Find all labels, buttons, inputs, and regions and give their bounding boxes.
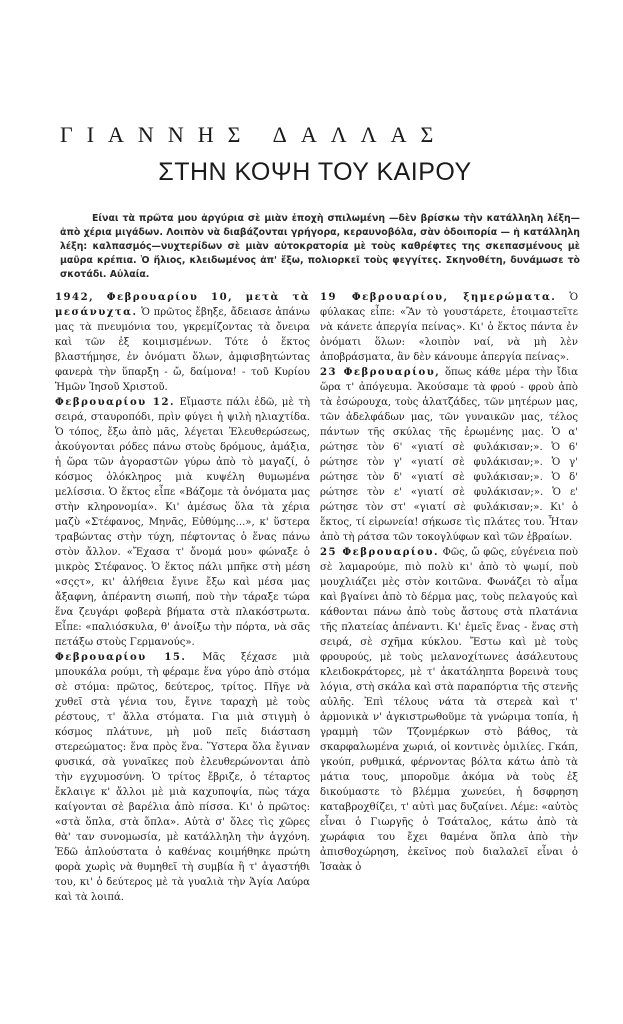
entry-text: Φῶς, ὤ φῶς, εὐγένεια ποὺ σὲ λαμαρούμε, πιὸ πολὺ κι' ἀπὸ τὸ ψωμί, ποὺ μουχλιάζει μὲς στὸν κοιτῶνα. Φωνάζει τὸ αἷμα καὶ βγαίνει ἀπὸ τὸ δέρμα μας, τοὺς πελαγούς καὶ κάθονται πάνω ἀπὸ τοὺς ἄστους στὰ πλατάνια τῆς πλατείας ἀπέναντι. Κι' ἐμεῖς ἕνας - ἕνας στὴ σειρά, σὲ σχῆμα κύκλου. Ἔστω καὶ μὲ τοὺς φρουρούς, μὲ τοὺς μελανοχίτωνες ἀσάλευτους κλειδοκράτορες, μὲ τ' ἀκατάληπτα βορεινὰ τους λόγια, στὴ σκάλα καὶ στὰ παραπόρτια τῆς στενῆς αὐλῆς. Ἐπὶ τέλους νάτα τὰ στερεὰ καὶ τ' ἁρμονικὰ ν' ἀγκιστρωθοῦμε τὰ γνώριμα τοπία, ἡ γραμμὴ τῶν Τζονμέρκων στὸ βάθος, τὰ σκαρφαλωμένα χωριά, οἱ κοντινὲς ὁμιλίες. Γκάπ, γκούπ, ρυθμικά, φέρνοντας βόλτα κάτω ἀπὸ τὰ μάτια τους, μποροῦμε ἀκόμα νὰ τοὺς ἐξ δικούμαστε τὸ βλέμμα χωνεύει, ἡ δσφρηση καταβροχθίζει, τ' αὐτὶ μας δυζαίνει. Λέμε: «αὐτὸς εἶναι ὁ Γιωργῆς ὁ Τσάταλος, κάτω ἀπὸ τὰ χωράφια του ἔχει θαμένα ὅπλα ἀπὸ τὴν ἀπισθοχώρηση, ἐκεῖνος ποὺ διαλαλεῖ εἶναι ὁ Ἰσαὰκ ὁ [320, 547, 578, 873]
entry-date: Φεβρουαρίου 12. [55, 397, 175, 408]
entry-date: Φεβρουαρίου 15. [55, 652, 187, 663]
diary-entry [55, 395, 310, 650]
text-column-right [320, 290, 578, 1020]
entry-text: Μᾶς ξέχασε μιὰ μπουκάλα ρούμι, τὴ φέραμε ἕνα γύρο ἀπὸ στόμα σὲ στόμα: πρῶτος, δεύτερος, τρίτος. Πῆγε νὰ χυθεῖ στὰ γένια του, ἔγινε ταραχὴ μὲ τοὺς ρέστους, τ' ἄλλα στόματα. Για μιὰ στιγμὴ ὁ κόσμος πλάτυνε, μὴ μοῦ πεῖς διάσταση στερεώματος: ἕνα πρὸς ἕνα. Ὕστερα ὅλα ἔγιναν φυσικά, σὰ γυναῖκες ποὺ ἐλευθερώνονται ἀπὸ τὴν εγχυμοσύνη. Ὁ τρίτος ἔβριζε, ὁ τέταρτος ἔκλαιγε κ' ἄλλοι μὲ μιὰ καχυποψία, πὼς τάχα καίγονται σὲ βαρέλια ἀπὸ πίσσα. Κι' ὁ πρῶτος: «στὰ ὅπλα, στὰ ὅπλα». Αὐτὰ σ' ὅλες τὶς χῶρες θὰ' ταν συνομωσία, μὲ κατάλληλη τὴν ἀγχόνη. Ἐδῶ ἁπλούστατα ὁ καθένας κοιμήθηκε πρώτη φορὰ χωρὶς νὰ θυμηθεῖ τὴ συμβία ἢ τ' ἀγαστήθι του, κι' ὁ δεύτερος μὲ τὰ γυαλιὰ τὴν Ἁγία Λαύρα καὶ τὰ λοιπά. [55, 652, 310, 903]
entry-text: ὅπως κάθε μέρα τὴν ἴδια ὥρα τ' ἀπόγευμα. Ἀκούσαμε τὰ φρού - φροὺ ἀπὸ τὰ ἐσώρουχα, τοὺς ἀλατζάδες, τῶν μητέρων μας, τῶν ἀδελφάδων μας, τῶν γυναικῶν μας, τέλος πάντων τῆς σκύλας τῆς ἐρωμένης μας. Ὁ α' ρώτησε τὸν 6' «γιατί σὲ φυλάκισαν;». Ὁ 6' ρώτησε τὸν γ' «γιατί σὲ φυλάκισαν;». Ὁ γ' ρώτησε τὸν δ' «γιατί σὲ φυλάκισαν;». Ὁ δ' ρώτησε τὸν ε' «γιατί σὲ φυλάκισαν;». Ὁ ε' ρώτησε τὸν στ' «γιατί σὲ φυλάκισαν;». Κι' ὁ ἕκτος, τί εἰρωνεία! σήκωσε τὶς πλάτες του. Ἦταν ἀπὸ τὴ ράτσα τῶν τοκογλύφων καὶ τῶν ἑβραίων. [320, 367, 578, 543]
entry-date: 25 Φεβρουαρίου. [320, 547, 440, 558]
story-title: ΣΤΗΝ ΚΟΨΗ ΤΟΥ ΚΑΙΡΟΥ [158, 158, 472, 186]
entry-date: 23 Φεβρουαρίου, [320, 367, 441, 378]
text-column-left [55, 290, 310, 1020]
entry-text: Εἴμαστε πάλι ἐδῶ, μὲ τὴ σειρά, σταυροπόδι, πρὶν φύγει ἡ ψιλὴ ηλιαχτίδα. Ὁ τόπος, ἔξω ἀπὸ μᾶς, λέγεται Ἐλευθερώσεως, ἀκούγονται ρόδες πάνω στοὺς δρόμους, ἁμάξια, ἡ ὥρα τῶν ἀγοραστῶν γύρω ἀπὸ τὸ μαγαζί, ὁ κόσμος ὁλόκληρος μιὰ κυψέλη θυμωμένα μελίσσια. Ὁ ἕκτος εἶπε «Βάζομε τὰ ὀνόματα μας στὴν κληρονομία». Κι' ἀμέσως ὅλα τὰ χέρια μαζὺ «Στέφανος, Μηνᾶς, Εὐθύμης...», κ' ὕστερα τραβώντας στὴν τύχη, πέφτοντας ὁ ἕνας πάνω στὸν ἄλλον. «Ἔχασα τ' ὄνομά μου» φώναξε ὁ μικρὸς Στέφανος. Ὁ ἕκτος πάλι μπῆκε στὴ μέση «σςςτ», κι' ἀλήθεια ἔγινε ἔξω καὶ μέσα μας ἄξαφνη, ἀπέραντη σιωπή, ποὺ τὴν τάραξε τώρα ἕνα ζευγάρι φοβερὰ βήματα στὰ πλακόστρωτα. Εἶπε: «παλιόσκυλα, θ' ἀνοίξω τὴν πόρτα, νὰ σᾶς πετάξω στοὺς Γερμανούς». [55, 397, 310, 648]
diary-entry [320, 545, 578, 875]
diary-entry [55, 290, 310, 395]
diary-entry [320, 365, 578, 545]
author-name: ΓΙΑΝΝΗΣ ΔΑΛΛΑΣ [60, 122, 448, 147]
intro-paragraph: Είναι τὰ πρῶτα μου ἀργύρια σὲ μιὰν ἐποχὴ σπιλωμένη —δὲν βρίσκω τὴν κατάλληλη λέξη— ἀπὸ χέρια μιγάδων. Λοιπὸν νὰ διαβάζονται γρήγορα, κεραυνοβόλα, σὰν ὁδοιπορία — ἡ κατάλληλη λέξη: καλπασμός—νυχτερίδων σὲ μιὰν αὐτοκρατορία μὲ τοὺς καθρέφτες της σκεπασμένους μὲ μαῦρα κρέπια. Ὁ ἥλιος, κλειδωμένος ἀπ' ἔξω, πολιορκεῖ τοὺς φεγγίτες. Σκηνοθέτη, δυνάμωσε τὸ σκοτάδι. Αὐλαία. [60, 213, 580, 280]
diary-entry [55, 650, 310, 905]
entry-text: Ὁ πρῶτος ἔβηξε, ἄδειασε ἀπάνω μας τὰ πνευμόνια του, γκρεμίζοντας τὰ ὄνειρα καὶ τῶν ἐξ κοιμισμένων. Τότε ὁ ἕκτος βλαστήμησε, ἐν ὀνόματι ὅλων, ἀμφισβητώντας φανερὰ τὴν ὕπαρξη - ὤ, δαίμονα! - τοῦ Κυρίου Ἡμῶν Ἰησοῦ Χριστοῦ. [55, 307, 310, 393]
entry-date: 19 Φεβρουαρίου, ξημερώματα. [320, 292, 557, 303]
entry-text: Ὁ φύλακας εἶπε: «Ἂν τὸ γουστάρετε, ἑτοιμαστεῖτε νὰ κάνετε ἀπεργία πείνας». Κι' ὁ ἕκτος πάντα ἐν ὀνόματι ὅλων: «λοιπὸν ναί, νὰ μὴ λὲν ἀποβράσματα, ἂν δὲν κάνουμε ἀπεργία πείνας». [320, 292, 578, 363]
entry-date: 1942, Φεβρουαρίου 10, μετὰ τὰ μεσάνυχτα. [55, 292, 310, 318]
diary-entry [320, 290, 578, 365]
